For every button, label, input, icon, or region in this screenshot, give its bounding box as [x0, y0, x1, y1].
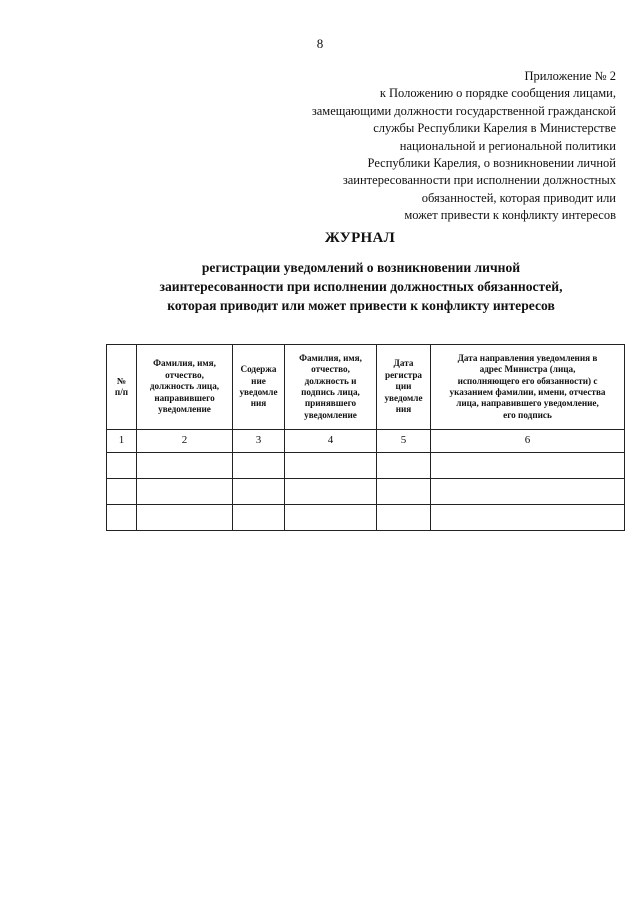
table-cell [137, 505, 233, 531]
header-line: его подпись [503, 409, 552, 420]
table-cell [107, 505, 137, 531]
column-number-row [107, 430, 625, 453]
appendix-header [256, 68, 616, 225]
table-row [107, 479, 625, 505]
header-line: лица, направившего уведомление, [456, 398, 599, 409]
table-row [107, 505, 625, 531]
journal-subtitle-line: которая приводит или может привести к конфликту интересов [167, 298, 555, 313]
header-line: отчество, [311, 364, 350, 375]
table-cell [137, 453, 233, 479]
header-line: № [116, 375, 127, 386]
table-cell [285, 479, 377, 505]
table-cell [107, 479, 137, 505]
header-line: Содержа [240, 364, 277, 375]
appendix-line: Республики Карелия, о возникновении личной [367, 156, 616, 171]
table-cell [233, 505, 285, 531]
header-line: уведомление [158, 404, 211, 415]
appendix-line: Приложение № 2 [524, 69, 616, 83]
header-line: уведомле [239, 387, 278, 397]
table-cell [431, 479, 625, 505]
table-cell [137, 479, 233, 505]
header-line: указанием фамилии, имени, отчества [449, 387, 606, 397]
header-line: Дата направления уведомления в [457, 352, 598, 363]
column-number-cell: 1 [107, 430, 137, 453]
column-number-cell: 3 [233, 430, 285, 453]
header-line: Дата [393, 358, 414, 369]
column-header-number [107, 345, 137, 430]
header-line: ния [250, 398, 267, 409]
header-line: должность лица, [149, 381, 220, 392]
appendix-line: замещающими должности государственной гражданской [311, 103, 616, 118]
header-line: уведомление [304, 409, 357, 420]
journal-title: ЖУРНАЛ [324, 230, 396, 246]
header-line: отчество, [165, 369, 204, 380]
header-line: направившего [154, 392, 215, 403]
page-number: 8 [316, 36, 324, 51]
header-line: подпись лица, [301, 387, 360, 397]
column-header-sender [137, 345, 233, 430]
header-line: исполняющего его обязанности) с [457, 375, 598, 386]
journal-subtitle [0, 258, 640, 315]
appendix-line: обязанностей, которая приводит или [421, 190, 616, 205]
header-line: адрес Министра (лица, [479, 364, 576, 375]
column-number-cell: 4 [285, 430, 377, 453]
table-cell [285, 453, 377, 479]
appendix-line: к Положению о порядке сообщения лицами, [379, 86, 616, 101]
journal-subtitle-line: регистрации уведомлений о возникновении личной [201, 260, 521, 275]
column-number-cell: 5 [377, 430, 431, 453]
column-number-cell: 6 [431, 430, 625, 453]
table-cell [431, 453, 625, 479]
table-cell [233, 479, 285, 505]
table-row [107, 453, 625, 479]
table-cell [233, 453, 285, 479]
appendix-line: службы Республики Карелия в Министерстве [373, 121, 616, 136]
appendix-line: заинтересованности при исполнении должностных [342, 173, 616, 188]
header-line: должность и [304, 375, 357, 386]
table-header-row [107, 345, 625, 430]
table-cell [285, 505, 377, 531]
appendix-line: национальной и региональной политики [399, 138, 616, 153]
header-line: регистра [384, 369, 423, 380]
header-line: ции [395, 381, 412, 392]
journal-subtitle-line: заинтересованности при исполнении должностных обязанностей, [159, 279, 563, 294]
header-line: п/п [114, 387, 129, 397]
table-cell [377, 505, 431, 531]
appendix-line: может привести к конфликту интересов [404, 208, 616, 223]
table-cell [431, 505, 625, 531]
table-cell [377, 453, 431, 479]
column-header-sending-date [431, 345, 625, 430]
column-header-registration-date [377, 345, 431, 430]
header-line: Фамилия, имя, [153, 358, 216, 369]
column-header-receiver [285, 345, 377, 430]
column-number-cell: 2 [137, 430, 233, 453]
table-cell [107, 453, 137, 479]
header-line: Фамилия, имя, [299, 352, 362, 363]
column-header-content [233, 345, 285, 430]
header-line: уведомле [384, 392, 423, 403]
header-line: ния [395, 404, 412, 415]
header-line: ние [251, 375, 266, 386]
registration-journal-table [106, 344, 625, 531]
header-line: принявшего [304, 398, 357, 409]
table-cell [377, 479, 431, 505]
